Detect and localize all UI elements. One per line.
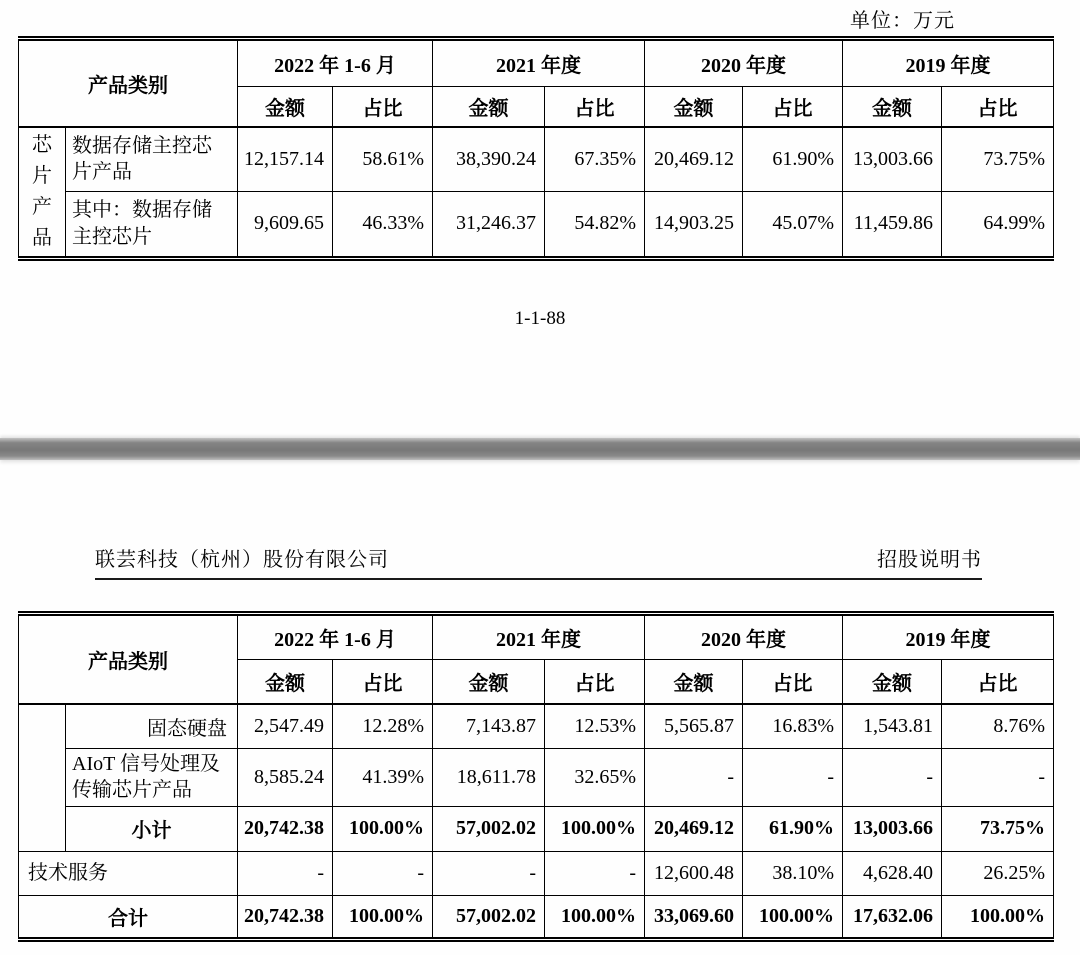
- amount-cell: 4,628.40: [843, 851, 942, 895]
- amount-cell: 12,157.14: [238, 127, 333, 192]
- amount-cell: 57,002.02: [433, 806, 545, 851]
- ratio-cell: 12.28%: [333, 704, 433, 749]
- amount-cell: 20,469.12: [645, 806, 743, 851]
- row-label: 合计: [19, 895, 238, 939]
- ratio-cell: 100.00%: [333, 895, 433, 939]
- ratio-cell: 67.35%: [545, 127, 645, 192]
- amount-cell: 57,002.02: [433, 895, 545, 939]
- header-ratio: 占比: [942, 87, 1054, 127]
- row-label: 小计: [66, 806, 238, 851]
- ratio-cell: 46.33%: [333, 192, 433, 258]
- revenue-table-top: [18, 36, 1054, 261]
- amount-cell: 2,547.49: [238, 704, 333, 749]
- ratio-cell: 73.75%: [942, 806, 1054, 851]
- ratio-cell: 100.00%: [333, 806, 433, 851]
- amount-cell: 18,611.78: [433, 749, 545, 807]
- table-row: [19, 192, 1054, 258]
- header-amount: 金额: [433, 660, 545, 704]
- ratio-cell: 73.75%: [942, 127, 1054, 192]
- amount-cell: 17,632.06: [843, 895, 942, 939]
- ratio-cell: 45.07%: [743, 192, 843, 258]
- amount-cell: 20,742.38: [238, 895, 333, 939]
- header-period-2022h1: 2022 年 1-6 月: [238, 614, 433, 660]
- amount-cell: 9,609.65: [238, 192, 333, 258]
- amount-cell: -: [238, 851, 333, 895]
- page-number: 1-1-88: [514, 308, 566, 329]
- total-row: [19, 895, 1054, 939]
- header-period-2021: 2021 年度: [433, 39, 645, 87]
- ratio-cell: 61.90%: [743, 127, 843, 192]
- amount-cell: 20,469.12: [645, 127, 743, 192]
- header-period-2021: 2021 年度: [433, 614, 645, 660]
- header-ratio: 占比: [545, 87, 645, 127]
- ratio-cell: -: [333, 851, 433, 895]
- ratio-cell: 100.00%: [545, 806, 645, 851]
- amount-cell: 8,585.24: [238, 749, 333, 807]
- ratio-cell: 16.83%: [743, 704, 843, 749]
- header-amount: 金额: [645, 87, 743, 127]
- table-row: [19, 749, 1054, 807]
- amount-cell: 31,246.37: [433, 192, 545, 258]
- header-ratio: 占比: [743, 660, 843, 704]
- header-period-2022h1: 2022 年 1-6 月: [238, 39, 433, 87]
- doc-company-name: 联芸科技（杭州）股份有限公司: [95, 549, 389, 571]
- header-ratio: 占比: [942, 660, 1054, 704]
- ratio-cell: -: [545, 851, 645, 895]
- row-label: 技术服务: [19, 851, 238, 895]
- table-header-row: [19, 39, 1054, 87]
- header-period-2020: 2020 年度: [645, 39, 843, 87]
- amount-cell: -: [433, 851, 545, 895]
- amount-cell: 14,903.25: [645, 192, 743, 258]
- ratio-cell: 61.90%: [743, 806, 843, 851]
- subtotal-row: [19, 806, 1054, 851]
- table-header-row: [19, 614, 1054, 660]
- ratio-cell: 8.76%: [942, 704, 1054, 749]
- header-amount: 金额: [645, 660, 743, 704]
- row-group-chip-products: [19, 127, 66, 259]
- table-row: [19, 127, 1054, 192]
- header-amount: 金额: [843, 87, 942, 127]
- ratio-cell: 12.53%: [545, 704, 645, 749]
- amount-cell: -: [645, 749, 743, 807]
- header-product-category: 产品类别: [19, 39, 238, 127]
- amount-cell: 11,459.86: [843, 192, 942, 258]
- table-row: [19, 851, 1054, 895]
- amount-cell: 13,003.66: [843, 127, 942, 192]
- ratio-cell: 32.65%: [545, 749, 645, 807]
- ratio-cell: 100.00%: [743, 895, 843, 939]
- doc-type-label: 招股说明书: [877, 549, 982, 571]
- amount-cell: 1,543.81: [843, 704, 942, 749]
- ratio-cell: 26.25%: [942, 851, 1054, 895]
- amount-cell: 13,003.66: [843, 806, 942, 851]
- amount-cell: 33,069.60: [645, 895, 743, 939]
- header-ratio: 占比: [333, 660, 433, 704]
- header-ratio: 占比: [333, 87, 433, 127]
- header-product-category: 产品类别: [19, 614, 238, 704]
- ratio-cell: 41.39%: [333, 749, 433, 807]
- amount-cell: 5,565.87: [645, 704, 743, 749]
- ratio-cell: 54.82%: [545, 192, 645, 258]
- header-period-2020: 2020 年度: [645, 614, 843, 660]
- ratio-cell: -: [942, 749, 1054, 807]
- ratio-cell: 64.99%: [942, 192, 1054, 258]
- amount-cell: 20,742.38: [238, 806, 333, 851]
- row-label: 其中：数据存储主控芯片: [66, 192, 238, 258]
- row-label: 数据存储主控芯片产品: [66, 127, 238, 192]
- header-ratio: 占比: [545, 660, 645, 704]
- table-row: [19, 704, 1054, 749]
- row-label: AIoT 信号处理及传输芯片产品: [66, 749, 238, 807]
- header-period-2019: 2019 年度: [843, 39, 1054, 87]
- header-period-2019: 2019 年度: [843, 614, 1054, 660]
- amount-cell: 7,143.87: [433, 704, 545, 749]
- header-ratio: 占比: [743, 87, 843, 127]
- revenue-table-bottom: [18, 611, 1054, 942]
- amount-cell: 12,600.48: [645, 851, 743, 895]
- unit-label: 单位：万元: [850, 10, 955, 32]
- header-amount: 金额: [433, 87, 545, 127]
- amount-cell: -: [843, 749, 942, 807]
- header-amount: 金额: [238, 87, 333, 127]
- header-amount: 金额: [843, 660, 942, 704]
- header-amount: 金额: [238, 660, 333, 704]
- amount-cell: 38,390.24: [433, 127, 545, 192]
- row-group-label: 芯片产品: [32, 133, 52, 249]
- ratio-cell: 100.00%: [942, 895, 1054, 939]
- doc-header: [95, 546, 982, 580]
- ratio-cell: -: [743, 749, 843, 807]
- ratio-cell: 58.61%: [333, 127, 433, 192]
- page-separator: [0, 438, 1080, 460]
- row-group-empty: [19, 704, 66, 852]
- ratio-cell: 38.10%: [743, 851, 843, 895]
- row-label: 固态硬盘: [66, 704, 238, 749]
- ratio-cell: 100.00%: [545, 895, 645, 939]
